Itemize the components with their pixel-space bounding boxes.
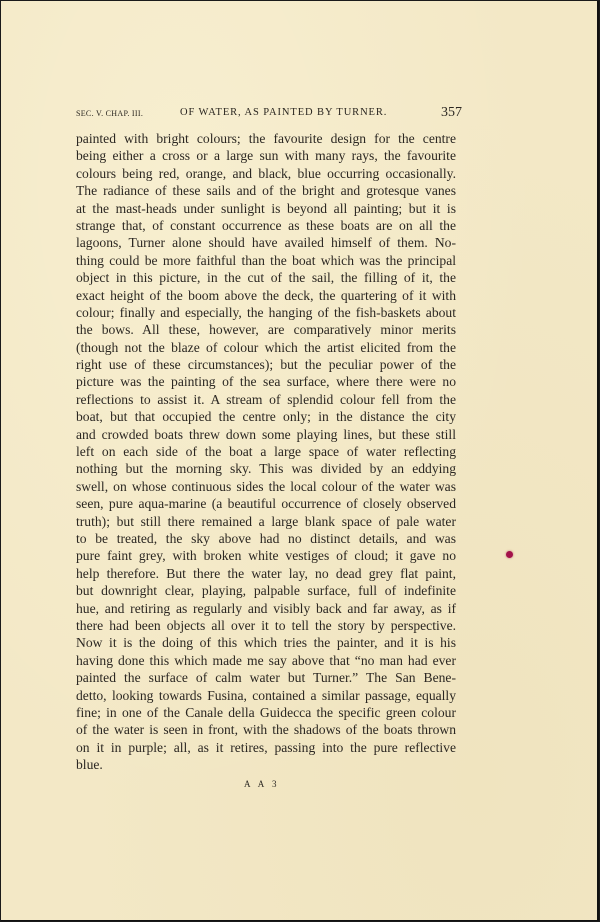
text-line: having done this which made me say above that “no man had ever: [76, 652, 456, 668]
text-line: nothing but the morning sky. This was divided by an eddying: [76, 461, 456, 477]
text-line: there had been objects all over it to tell the story by perspective.: [76, 617, 456, 633]
text-line: boat, but that occupied the centre only; in the distance the city: [76, 409, 456, 425]
text-line: painted with bright colours; the favourite design for the centre: [76, 131, 456, 146]
text-line: pure faint grey, with broken white vestiges of cloud; it gave no: [76, 548, 456, 564]
text-line: the bows. All these, however, are comparatively minor merits: [76, 322, 456, 338]
text-line: reflections to assist it. A stream of splendid colour fell from the: [76, 391, 456, 407]
text-line: painted the surface of calm water but Turner.” The San Bene-: [76, 670, 456, 686]
text-line: on it in purple; all, as it retires, passing into the pure reflective: [76, 739, 456, 755]
text-line: help therefore. But there the water lay, no dead grey flat paint,: [76, 565, 456, 581]
text-line: hue, and retiring as regularly and visibly back and far away, as if: [76, 600, 456, 616]
text-line: but downright clear, playing, palpable surface, full of indefinite: [76, 583, 456, 599]
text-line: (though not the blaze of colour which the artist elicited from the: [76, 339, 456, 355]
text-line: picture was the painting of the sea surface, where there were no: [76, 374, 456, 390]
section-chapter-label: SEC. V. CHAP. III.: [76, 109, 144, 118]
text-line: strange that, of constant occurrence as these boats are on all the: [76, 217, 456, 233]
text-line: and crowded boats threw down some playing lines, but these still: [76, 426, 456, 442]
text-line: exact height of the boom above the deck, the quartering of it with: [76, 287, 456, 303]
text-line: right use of these circumstances); but the peculiar power of the: [76, 357, 456, 373]
text-line: of the water is seen in front, with the shadows of the boats thrown: [76, 722, 456, 738]
text-line: Now it is the doing of this which tries the painter, and it is his: [76, 635, 456, 651]
text-line: seen, pure aqua-marine (a beautiful occurrence of closely observed: [76, 496, 456, 512]
text-line: to be treated, the sky above had no distinct details, and was: [76, 530, 456, 546]
running-header: [76, 105, 462, 122]
text-line: colour; finally and especially, the hanging of the fish-baskets about: [76, 304, 456, 320]
book-page: [1, 1, 599, 921]
running-title: OF WATER, AS PAINTED BY TURNER.: [180, 107, 388, 118]
text-line: fine; in one of the Canale della Guidecca the specific green colour: [76, 704, 456, 720]
text-line: colours being red, orange, and black, blue occurring occasionally.: [76, 165, 456, 181]
text-line: lagoons, Turner alone should have availed himself of them. No-: [76, 235, 456, 251]
page-number: 357: [441, 105, 462, 120]
text-line: blue.: [76, 757, 103, 773]
ink-spot-mark: [506, 551, 513, 558]
text-line: object in this picture, in the cut of the sail, the filling of it, the: [76, 270, 456, 286]
text-line: left on each side of the boat a large space of water reflecting: [76, 444, 456, 460]
text-line: at the mast-heads under sunlight is beyond all painting; but it is: [76, 200, 456, 216]
signature-mark: A A 3: [244, 779, 280, 789]
text-line: being either a cross or a large sun with many rays, the favourite: [76, 148, 456, 164]
text-line: detto, looking towards Fusina, contained a similar passage, equally: [76, 687, 456, 703]
text-line: thing could be more faithful than the boat which was the principal: [76, 252, 456, 268]
body-paragraph: [76, 130, 456, 773]
text-line: truth); but still there remained a large blank space of pale water: [76, 513, 456, 529]
text-line: The radiance of these sails and of the bright and grotesque vanes: [76, 183, 456, 199]
text-line: swell, on whose continuous sides the local colour of the water was: [76, 478, 456, 494]
